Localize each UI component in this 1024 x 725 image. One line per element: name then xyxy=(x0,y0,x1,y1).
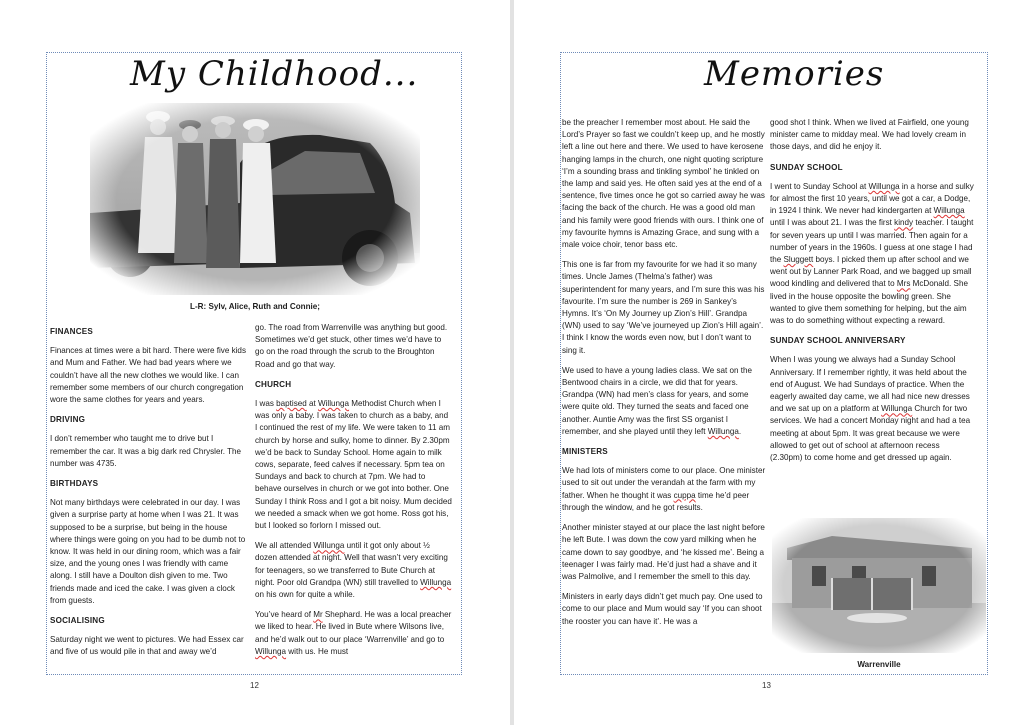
paragraph-birthdays: Not many birthdays were celebrated in our day. I was given a surprise party at home when I was 21. It was supposed to be a surprise, but being in the house where things were going on you had to be dumb not to know. It was held in our dining room, which was a fair size, and the young ones I was friendly with came along. I still have a Doulton dish given to me. Two friends made and iced the cake. I was given a clock from guests. xyxy=(50,498,246,605)
page-title: My Childhood... xyxy=(130,54,419,94)
photo-caption: Warrenville xyxy=(857,660,901,669)
heading-church: CHURCH xyxy=(255,379,292,389)
left-column-1 xyxy=(50,322,247,667)
paragraph-sunday-school: I went to Sunday School at Willunga in a horse and sulky for almost the first 10 years, until we got a car, a Dodge, in 1924 I think. We never had kindergarten at Willunga until I was about 21. I was the first kindy teacher. I taught for seven years up until I was married. Then again for a number of years in the 1960s. I guess at one stage I had the Sluggett boys. I picked them up after school and we went out by Lanner Park Road, and we bagged up small wood kindling and delivered that to Mrs McDonald. She lived in the house opposite the bowling green. She wanted to give them something for helping, but the aim was to do something without expecting a reward. xyxy=(770,181,974,326)
paragraph-rooster: Ministers in early days didn’t get much pay. One used to come to our place and Mum would say ‘If you can shoot the rooster you can have it’. He was a xyxy=(562,592,763,626)
heading-sunday-school-anniversary: SUNDAY SCHOOL ANNIVERSARY xyxy=(770,336,906,346)
paragraph-shephard: You’ve heard of Mr Shephard. He was a local preacher we liked to hear. He lived in Bute where Wilsons live, and he’d walk out to our place ‘Warrenville’ and go to Willunga with us. He must xyxy=(255,610,452,656)
paragraph-anniversary: When I was young we always had a Sunday School Anniversary. If I remember rightly, it was held about the end of August. We had Sundays of practice. When the eagerly awaited day came, we all had nice new dresses and we sat up on a platform at Willunga Church for two services. We had a concert Monday night and had a tea meeting at about 5pm. It was great because we were allowed to get out of school at afternoon recess (2.30pm) to come home and get dressed up again. xyxy=(770,355,971,463)
paragraph-fairfield: good shot I think. When we lived at Fairfield, one young minister came to midday meal. We had lovely cream in those days, and did he enjoy it. xyxy=(770,118,969,152)
right-column-1 xyxy=(562,117,766,636)
paragraph-preacher: be the preacher I remember most about. He said the Lord’s Prayer so fast we couldn’t keep up, and he mostly left a line out here and there. We used to have kerosene hanging lamps in the church, one night quoting scripture ‘I’m a sounding brass and tinkling symbol’ he tinkled on the lamp and said yes. He often said yes at the end of a sentence, five times once he got so carried away he was facing the back of the church. He was a good old man and his family were good friends with ours. I think one of my favourite hymns is Amazing Grace, and sung with a male voice choir, tenor bass etc. xyxy=(562,118,765,250)
warrenville-house-photo xyxy=(772,518,986,653)
paragraph-bute-church: We all attended Willunga until it got only about ½ dozen attended at night. Well that wasn’t very exciting for teenagers, so we transferred to Bute Church at night. Poor old Grandpa (WN) still travelled to Willunga on his own for quite a while. xyxy=(255,541,452,600)
paragraph-driving: I don’t remember who taught me to drive but I remember the car. It was a big dark red Chrysler. The number was 4735. xyxy=(50,434,242,468)
heading-driving: DRIVING xyxy=(50,415,86,425)
right-column-2 xyxy=(770,117,974,472)
four-women-car-photo xyxy=(90,103,420,295)
paragraph-finances: Finances at times were a bit hard. There were five kids and Mum and Father. We had bad years where we couldn’t have all the new clothes we would like. I can remember some members of our church congregation wore the same clothes for years and years. xyxy=(50,346,246,405)
paragraph-church: I was baptised at Willunga Methodist Church when I was only a baby. I was taken to church as a baby, and I continued the rest of my life. We were taken to 11 am church by horse and sulky, home to dinner. By 2.30pm we’d be back to Sunday School. Home again to milk cows, separate, feed calves if necessary. 5pm tea on Sundays and back to church at 7pm. We had to behave ourselves in church or we got into bother. One Sunday I think Ross and I got a bit noisy. Mum decided we needed a smack when we got home. Ross got his, but I looked so forlorn I missed out. xyxy=(255,399,452,531)
left-column-2 xyxy=(255,322,452,666)
heading-birthdays: BIRTHDAYS xyxy=(50,479,99,489)
paragraph-road: go. The road from Warrenville was anything but good. Sometimes we’d get stuck, other times we’d have to go on the road through the scrub to the Broughton Road and go that way. xyxy=(255,323,448,369)
page-title: Memories xyxy=(704,54,885,94)
paragraph-socialising: Saturday night we went to pictures. We had Essex car and five of us would pile in that and away we’d xyxy=(50,635,244,657)
photo-caption: L-R: Sylv, Alice, Ruth and Connie; xyxy=(190,302,320,311)
paragraph-goodbye: Another minister stayed at our place the last night before he left Bute. I was down the cow yard milking when he came down to say goodbye, and ‘he kissed me’. Being a teenager I was fairly mad. He’d just had a shave and it was Palmolive, and I remember the smell to this day. xyxy=(562,523,765,581)
page-number: 13 xyxy=(762,681,771,690)
page-number: 12 xyxy=(250,681,259,690)
paragraph-hymn: This one is far from my favourite for we had it so many times. Uncle James (Thelma’s father) was superintendent for many years, and I’m sure this was his favourite. I’m sure the number is 269 in Sankey’s Hymns. It’s ‘On My Journey up Zion’s Hill’. Grandpa (WN) used to say ‘We’ve journeyed up Zion’s Hill again’. I think I know the words even now, but I don’t want to sing it. xyxy=(562,260,765,355)
heading-finances: FINANCES xyxy=(50,327,93,336)
page-13 xyxy=(514,0,1024,725)
heading-sunday-school: SUNDAY SCHOOL xyxy=(770,162,843,172)
paragraph-ministers: We had lots of ministers come to our place. One minister used to sit out under the verandah at the farm with my father. When he thought it was cuppa time he’d peer through the window, and he got results. xyxy=(562,466,766,512)
heading-ministers: MINISTERS xyxy=(562,447,608,457)
paragraph-ladies-class: We used to have a young ladies class. We sat on the Bentwood chairs in a circle, we did that for years. Grandpa (WN) had men’s class for years, and some were quite old. They turned the seats and faced one another. Auntie Amy was the first SS organist I remember, and she played until they left Willunga. xyxy=(562,365,753,436)
heading-socialising: SOCIALISING xyxy=(50,616,105,626)
page-12 xyxy=(0,0,510,725)
